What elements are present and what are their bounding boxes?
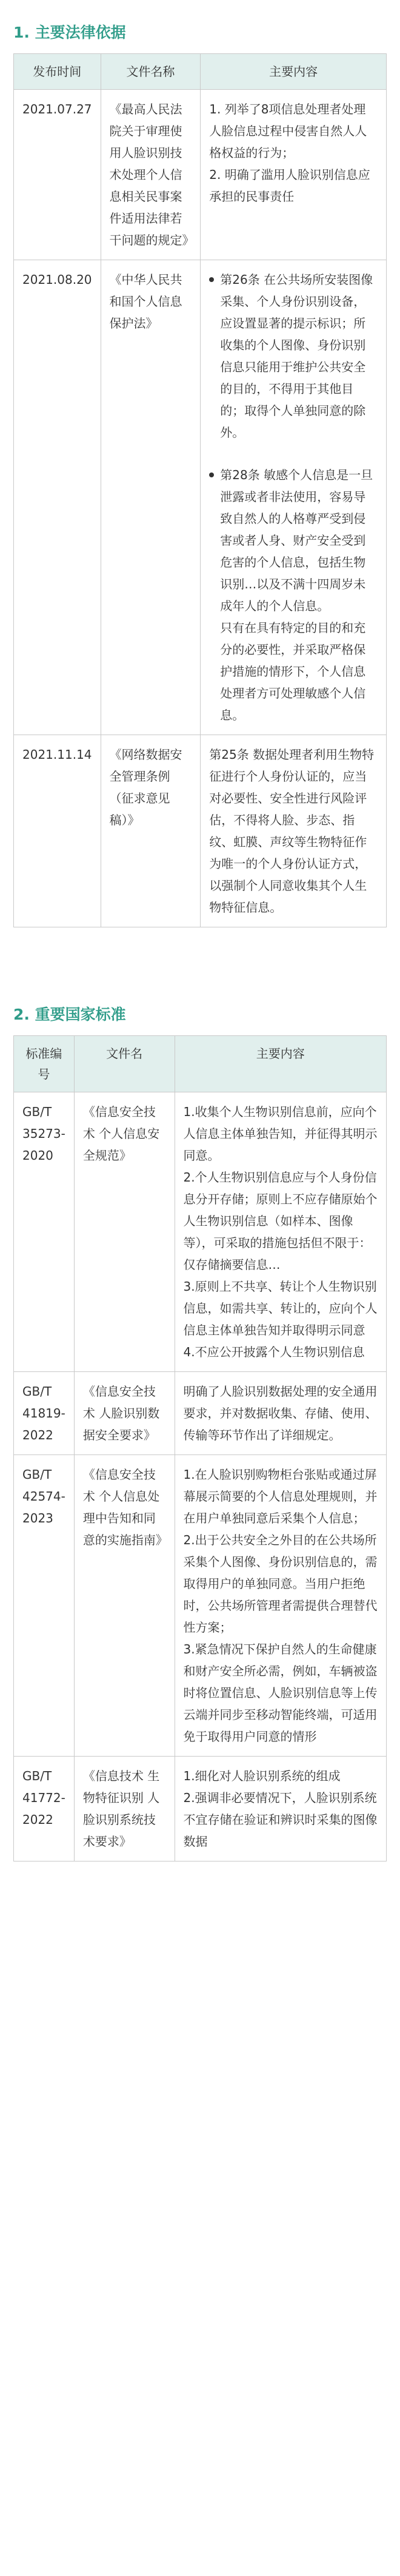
row-code: GB/T 41772-2022	[14, 1757, 75, 1861]
table-row	[14, 1372, 387, 1455]
row-content	[201, 735, 387, 927]
header-date: 发布时间	[14, 54, 101, 90]
table-header-row	[14, 54, 387, 90]
content-line: 1.细化对人脸识别系统的组成	[183, 1769, 341, 1783]
bullet-item	[209, 464, 378, 617]
bullet-dot-icon	[209, 277, 214, 282]
row-doc: 《网络数据安全管理条例（征求意见稿）》	[101, 735, 201, 927]
content-line: 1. 列举了8项信息处理者处理人脸信息过程中侵害自然人人格权益的行为；	[209, 102, 367, 160]
content-line: 1.收集个人生物识别信息前，应向个人信息主体单独告知，并征得其明示同意。	[183, 1105, 378, 1163]
row-doc: 《最高人民法院关于审理使用人脸识别技术处理个人信息相关民事案件适用法律若干问题的规定》	[101, 90, 201, 260]
content-line: 3.紧急情况下保护自然人的生命健康和财产安全所必需，例如，车辆被盗时将位置信息、人脸识别信息等上传云端并同步至移动智能终端，可适用免于取得用户同意的情形	[183, 1642, 378, 1744]
row-doc: 《信息技术 生物特征识别 人脸识别系统技术要求》	[74, 1757, 175, 1861]
content-line: 第25条 数据处理者利用生物特征进行个人身份认证的，应当对必要性、安全性进行风险评估，不得将人脸、步态、指纹、虹膜、声纹等生物特征作为唯一的个人身份认证方式，以强制个人同意收集其个人生物特征信息。	[209, 747, 375, 915]
table-row	[14, 1092, 387, 1372]
section-law-basis	[0, 0, 400, 927]
laws-table	[13, 53, 387, 927]
content-line: 3.原则上不共享、转让个人生物识别信息，如需共享、转让的，应向个人信息主体单独告知并取得明示同意	[183, 1279, 378, 1337]
standards-table	[13, 1035, 387, 1861]
content-line: 明确了人脸识别数据处理的安全通用要求，并对数据收集、存储、使用、传输等环节作出了详细规定。	[183, 1384, 378, 1442]
row-doc: 《信息安全技术 个人信息处理中告知和同意的实施指南》	[74, 1455, 175, 1757]
row-content	[175, 1757, 387, 1861]
row-content	[201, 260, 387, 735]
content-line: 第28条 敏感个人信息是一旦泄露或者非法使用，容易导致自然人的人格尊严受到侵害或者人身、财产安全受到危害的个人信息，包括生物识别…以及不满十四周岁未成年人的个人信息。	[220, 468, 373, 613]
row-doc: 《中华人民共和国个人信息保护法》	[101, 260, 201, 735]
table-row	[14, 90, 387, 260]
table-row	[14, 1757, 387, 1861]
row-content	[201, 90, 387, 260]
header-content: 主要内容	[201, 54, 387, 90]
row-content	[175, 1092, 387, 1372]
content-line: 2.强调非必要情况下，人脸识别系统不宜存储在验证和辨识时采集的图像数据	[183, 1791, 378, 1849]
row-date: 2021.07.27	[14, 90, 101, 260]
content-line: 第26条 在公共场所安装图像采集、个人身份识别设备，应设置显著的提示标识；所收集的个人图像、身份识别信息只能用于维护公共安全的目的，不得用于其他目的；取得个人单独同意的除外。	[220, 272, 373, 440]
content-line: 4.不应公开披露个人生物识别信息	[183, 1345, 365, 1359]
row-code: GB/T 41819-2022	[14, 1372, 75, 1455]
row-code: GB/T 35273-2020	[14, 1092, 75, 1372]
row-date: 2021.11.14	[14, 735, 101, 927]
content-line: 2.出于公共安全之外目的在公共场所采集个人图像、身份识别信息的，需取得用户的单独同意。当用户拒绝时，公共场所管理者需提供合理替代性方案；	[183, 1533, 378, 1635]
section-title-standards: 2. 重要国家标准	[13, 1006, 126, 1023]
row-content	[175, 1372, 387, 1455]
section-title-laws: 1. 主要法律依据	[13, 24, 126, 41]
content-line: 1.在人脸识别购物柜台张贴或通过屏幕展示简要的个人信息处理规则，并在用户单独同意后采集个人信息；	[183, 1467, 378, 1525]
header-doc: 文件名称	[101, 54, 201, 90]
row-content	[175, 1455, 387, 1757]
table-header-row	[14, 1036, 387, 1092]
content-line: 2.个人生物识别信息应与个人身份信息分开存储；原则上不应存储原始个人生物识别信息（如样本、图像等），可采取的措施包括但不限于：仅存储摘要信息…	[183, 1170, 378, 1272]
bullet-dot-icon	[209, 472, 214, 477]
header-code: 标准编号	[14, 1036, 75, 1092]
header-doc: 文件名	[74, 1036, 175, 1092]
content-line: 只有在具有特定的目的和充分的必要性，并采取严格保护措施的情形下，个人信息处理者方可处理敏感个人信息。	[220, 620, 366, 722]
table-row	[14, 1455, 387, 1757]
table-row	[14, 260, 387, 735]
row-date: 2021.08.20	[14, 260, 101, 735]
table-row	[14, 735, 387, 927]
row-code: GB/T 42574-2023	[14, 1455, 75, 1757]
row-doc: 《信息安全技术 人脸识别数据安全要求》	[74, 1372, 175, 1455]
section-national-standards	[0, 982, 400, 1861]
bullet-item	[209, 269, 378, 443]
row-doc: 《信息安全技术 个人信息安全规范》	[74, 1092, 175, 1372]
header-content: 主要内容	[175, 1036, 387, 1092]
content-line: 2. 明确了滥用人脸识别信息应承担的民事责任	[209, 167, 370, 204]
